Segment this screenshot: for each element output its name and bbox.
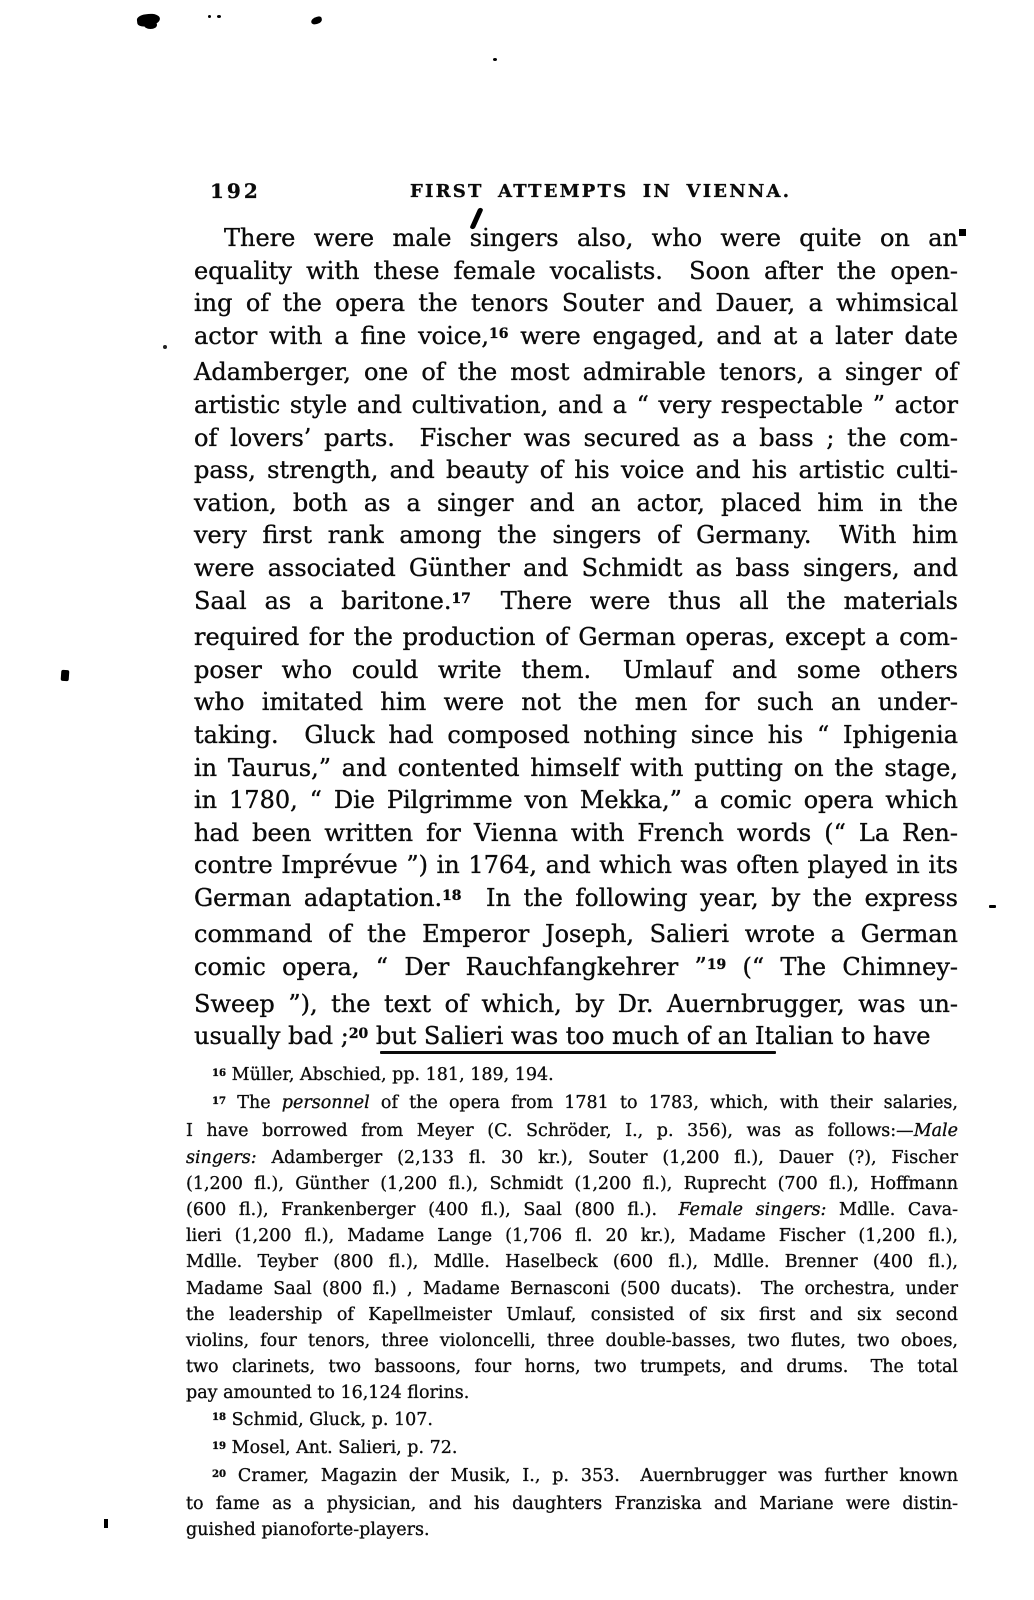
ink-dot bbox=[163, 345, 167, 349]
ink-smudge bbox=[310, 16, 322, 25]
text-line: guished pianoforte-players. bbox=[186, 1520, 430, 1541]
text-line: equality with these female vocalists. Soon after the open- bbox=[194, 256, 958, 285]
text-line: I have borrowed from Meyer (C. Schröder, I., p. 356), was as follows:—Male bbox=[186, 1121, 958, 1142]
text-line: German adaptation.$^{18}$ In the following year, by the express bbox=[194, 883, 958, 912]
running-header: FIRST ATTEMPTS IN VIENNA. bbox=[410, 181, 792, 202]
text-line: $^{19}$ Mosel, Ant. Salieri, p. 72. bbox=[212, 1437, 458, 1458]
text-line: $^{18}$ Schmid, Gluck, p. 107. bbox=[212, 1409, 433, 1430]
text-line: (1,200 fl.), Günther (1,200 fl.), Schmidt (1,200 fl.), Ruprecht (700 fl.), Hoffmann bbox=[186, 1173, 958, 1194]
text-line: There were male singers also, who were quite on an bbox=[224, 224, 958, 252]
ink-dash bbox=[989, 905, 996, 908]
text-line: two clarinets, two bassoons, four horns, two trumpets, and drums. The total bbox=[186, 1357, 958, 1378]
text-line: taking. Gluck had composed nothing since his “ Iphigenia bbox=[194, 720, 958, 749]
ink-dot bbox=[208, 15, 211, 18]
text-line: required for the production of German operas, except a com- bbox=[194, 623, 958, 652]
ink-dot bbox=[493, 58, 497, 61]
text-line: ing of the opera the tenors Souter and Dauer, a whimsical bbox=[194, 289, 958, 318]
text-line: of lovers’ parts. Fischer was secured as a bass ; the com- bbox=[194, 423, 958, 452]
text-line: in Taurus,” and contented himself with putting on the stage, bbox=[194, 753, 958, 782]
text-line: violins, four tenors, three violoncelli, three double-basses, two flutes, two oboes, bbox=[186, 1331, 958, 1352]
text-line: contre Imprévue ”) in 1764, and which was often played in its bbox=[194, 851, 958, 880]
ink-blob bbox=[144, 21, 157, 29]
text-line: $^{20}$ Cramer, Magazin der Musik, I., p. 353. Auernbrugger was further known bbox=[212, 1466, 958, 1487]
text-line: (600 fl.), Frankenberger (400 fl.), Saal (800 fl.). Female singers: Mdlle. Cava- bbox=[186, 1200, 958, 1221]
text-line: pay amounted to 16,124 florins. bbox=[186, 1383, 470, 1404]
text-line: $^{16}$ Müller, Abschied, pp. 181, 189, 194. bbox=[212, 1065, 554, 1085]
text-line: singers: Adamberger (2,133 fl. 30 kr.), Souter (1,200 fl.), Dauer (?), Fischer bbox=[186, 1147, 958, 1168]
page-number: 192 bbox=[210, 179, 261, 203]
footnote-divider-rule bbox=[380, 1051, 776, 1054]
ink-dot bbox=[217, 15, 221, 18]
text-line: pass, strength, and beauty of his voice and his artistic culti- bbox=[194, 456, 958, 485]
text-line: the leadership of Kapellmeister Umlauf, consisted of six first and six second bbox=[186, 1304, 958, 1325]
text-line: poser who could write them. Umlauf and some others bbox=[194, 655, 958, 684]
text-line: command of the Emperor Joseph, Salieri wrote a German bbox=[194, 920, 958, 949]
text-line: to fame as a physician, and his daughters Franziska and Mariane were distin- bbox=[186, 1494, 958, 1515]
text-line: actor with a fine voice,$^{16}$ were engaged, and at a later date bbox=[194, 321, 958, 350]
text-line: in 1780, “ Die Pilgrimme von Mekka,” a comic opera which bbox=[194, 786, 958, 815]
text-line: Adamberger, one of the most admirable tenors, a singer of bbox=[194, 358, 958, 387]
text-line: Mdlle. Teyber (800 fl.), Mdlle. Haselbeck (600 fl.), Mdlle. Brenner (400 fl.), bbox=[186, 1252, 958, 1273]
text-line: $^{17}$ The personnel of the opera from 1781 to 1783, which, with their salaries, bbox=[212, 1093, 958, 1114]
text-line: vation, both as a singer and an actor, placed him in the bbox=[194, 488, 958, 517]
margin-ink-mark bbox=[61, 670, 70, 682]
ink-dot bbox=[959, 229, 966, 236]
text-line: Sweep ”), the text of which, by Dr. Auernbrugger, was un- bbox=[194, 989, 958, 1018]
body-paragraph bbox=[194, 222, 958, 1057]
text-line: Madame Saal (800 fl.) , Madame Bernasconi (500 ducats). The orchestra, under bbox=[186, 1278, 958, 1299]
text-line: lieri (1,200 fl.), Madame Lange (1,706 fl. 20 kr.), Madame Fischer (1,200 fl.), bbox=[186, 1226, 958, 1247]
text-line: artistic style and cultivation, and a “ very respectable ” actor bbox=[194, 390, 958, 419]
text-line: Saal as a baritone.$^{17}$ There were thus all the materials bbox=[194, 586, 958, 615]
text-line: were associated Günther and Schmidt as bass singers, and bbox=[194, 553, 958, 582]
text-line: usually bad ;$^{20}$ but Salieri was too much of an Italian to have bbox=[194, 1022, 931, 1051]
text-line: who imitated him were not the men for such an under- bbox=[194, 688, 958, 717]
footnotes-block bbox=[186, 1062, 958, 1544]
text-line: comic opera, “ Der Rauchfangkehrer ”$^{19}$ (“ The Chimney- bbox=[194, 953, 958, 982]
text-line: had been written for Vienna with French words (“ La Ren- bbox=[194, 818, 958, 847]
text-line: very first rank among the singers of Germany. With him bbox=[194, 521, 958, 550]
ink-tick bbox=[104, 1519, 108, 1528]
